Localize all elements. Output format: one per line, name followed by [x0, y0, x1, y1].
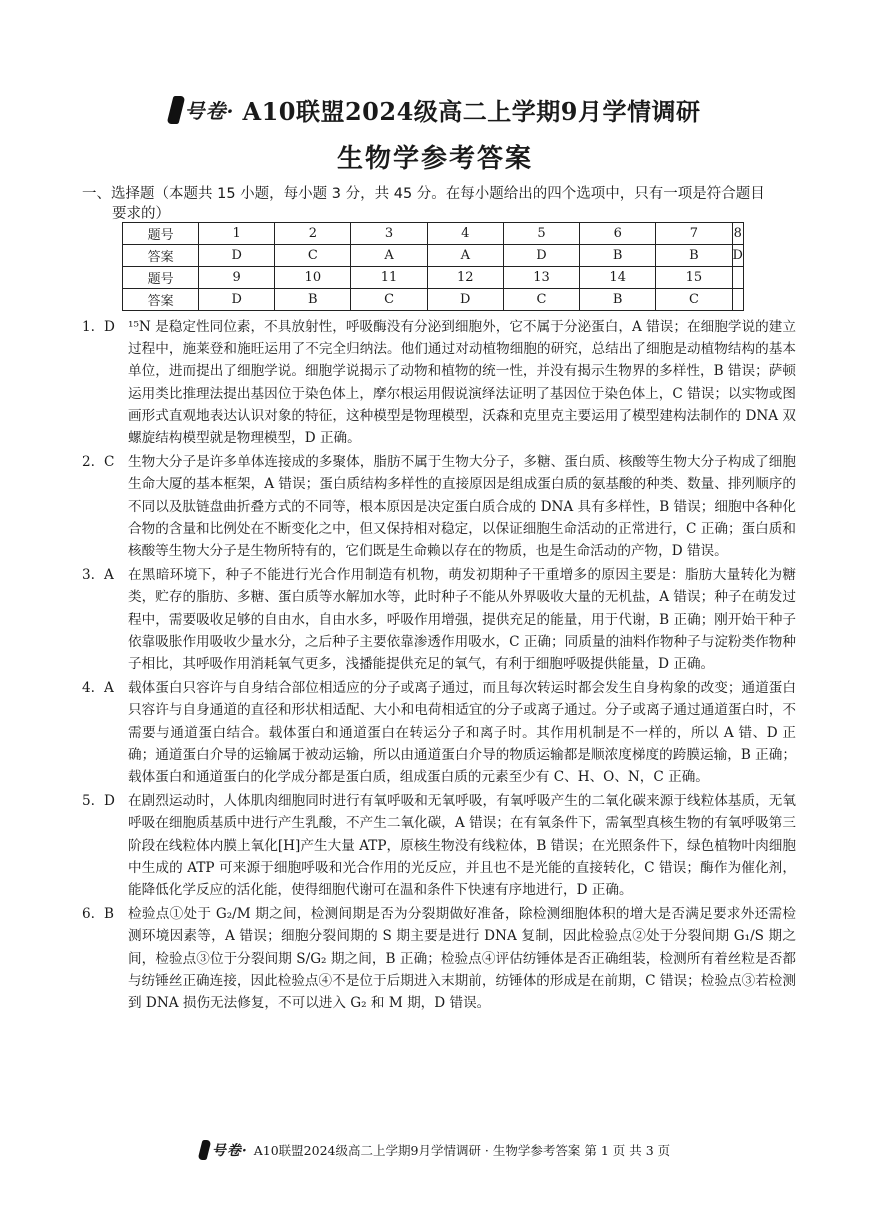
brush-stroke-icon — [197, 1140, 211, 1160]
table-cell: 13 — [503, 267, 579, 289]
table-cell: 7 — [656, 223, 732, 245]
item-explanation: 载体蛋白只容许与自身结合部位相适应的分子或离子通过，而且每次转运时都会发生自身构象的改变；通道蛋白只容许与自身通道的直径和形状相适配、大小和电荷相适宜的分子或离子通过。分子或离子通过通道蛋白时，不需要与通道蛋白结合。载体蛋白和通道蛋白在转运分子和离子时。其作用机制是不一样的，所以 A 错、D 正确；通道蛋白介导的运输属于被动运输，所以由通道蛋白介导的物质运输都是顺浓度梯度的跨膜运输，B 正确；载体蛋白和通道蛋白的化学成分都是蛋白质，组成蛋白质的元素至少有 C、H、O、N，C 正确。 — [128, 680, 796, 786]
brush-stroke-icon — [166, 96, 185, 124]
item-number: 2. — [82, 454, 95, 471]
row-label-answer: 答案 — [123, 289, 199, 311]
list-item — [82, 677, 796, 788]
table-cell: B — [275, 289, 351, 311]
item-number: 6. — [82, 906, 95, 923]
table-cell: 6 — [580, 223, 656, 245]
table-cell: B — [656, 245, 732, 267]
item-answer: A — [104, 680, 114, 697]
section-heading-line2: 要求的） — [112, 206, 170, 222]
table-cell: 3 — [351, 223, 427, 245]
brand-logo — [170, 95, 235, 124]
table-cell: D — [503, 245, 579, 267]
table-cell: C — [503, 289, 579, 311]
item-number: 4. — [82, 680, 95, 697]
table-cell: D — [199, 289, 275, 311]
item-answer: C — [104, 454, 115, 471]
item-answer: D — [104, 319, 115, 335]
list-item — [82, 790, 796, 901]
item-explanation: 检验点①处于 G₂/M 期之间，检测间期是否为分裂期做好准备，除检测细胞体积的增大是否满足要求外还需检测环境因素等，A 错误；细胞分裂间期的 S 期主要是进行 DNA 复制，因此检验点②处于分裂间期 G₁/S 期之间，检验点③位于分裂间期 S/G₂ 期之间，B 正确；检验点④评估纺锤体是否正确组装，检测所有着丝粒是否都与纺锤丝正确连接，因此检验点④不是位于后期进入末期前，纺锤体的形成是在前期，C 错误；检验点③若检测到 DNA 损伤无法修复，不可以进入 G₂ 和 M 期，D 错误。 — [128, 906, 796, 1012]
table-cell: 8 — [732, 223, 743, 245]
table-cell: 4 — [427, 223, 503, 245]
item-explanation: 在黑暗环境下，种子不能进行光合作用制造有机物，萌发初期种子干重增多的原因主要是：脂肪大量转化为糖类，贮存的脂肪、多糖、蛋白质等水解加水等，此时种子不能从外界吸收大量的无机盐，A 错误；种子在萌发过程中，需要吸收足够的自由水，自由水多，呼吸作用增强，提供充足的能量，用于代谢，B 正确；刚开始干种子依靠吸胀作用吸收少量水分，之后种子主要依靠渗透作用吸水，C 正确；同质量的油料作物种子与淀粉类作物种子相比，其呼吸作用消耗氧气更多，浅播能提供充足的氧气，有利于细胞呼吸提供能量，D 正确。 — [128, 567, 796, 673]
row-label-answer: 答案 — [123, 245, 199, 267]
table-cell — [732, 289, 743, 311]
table-cell: 11 — [351, 267, 427, 289]
table-cell: D — [732, 245, 743, 267]
table-cell: 2 — [275, 223, 351, 245]
list-item — [82, 903, 796, 1014]
table-cell: 1 — [199, 223, 275, 245]
table-cell: C — [351, 289, 427, 311]
explanation-list — [82, 316, 796, 1016]
footer-brand-logo — [200, 1140, 248, 1160]
item-explanation: ¹⁵N 是稳定性同位素，不具放射性，呼吸酶没有分泌到细胞外，它不属于分泌蛋白，A 错误；在细胞学说的建立过程中，施莱登和施旺运用了不完全归纳法。他们通过对动植物细胞的研究，总结出了细胞是动植物结构的基本单位，进而提出了细胞学说。细胞学说揭示了动物和植物的统一性，并没有揭示生物界的多样性，B 错误；萨顿运用类比推理法提出基因位于染色体上，摩尔根运用假说演绎法证明了基因位于染色体上，C 错误；以实物或图画形式直观地表达认识对象的特征，这种模型是物理模型，沃森和克里克主要运用了模型建构法制作的 DNA 双螺旋结构模型就是物理模型，D 正确。 — [128, 319, 796, 447]
table-cell: A — [427, 245, 503, 267]
table-cell: D — [199, 245, 275, 267]
page-subtitle: 生物学参考答案 — [336, 144, 533, 174]
footer-text: A10联盟2024级高二上学期9月学情调研 · 生物学参考答案 第 1 页 共 3 页 — [253, 1143, 671, 1158]
table-cell: C — [275, 245, 351, 267]
list-item — [82, 316, 796, 449]
table-cell: A — [351, 245, 427, 267]
table-cell: 15 — [656, 267, 732, 289]
table-row — [123, 245, 744, 267]
section-heading-line1: 一、选择题（本题共 15 小题，每小题 3 分，共 45 分。在每小题给出的四个选项中，只有一项是符合题目 — [82, 186, 765, 202]
row-label-question: 题号 — [123, 223, 199, 245]
table-cell: B — [580, 245, 656, 267]
brand-text: 号卷· — [184, 99, 235, 123]
list-item — [82, 451, 796, 562]
page-title: A10联盟2024级高二上学期9月学情调研 — [242, 97, 701, 126]
table-cell: B — [580, 289, 656, 311]
item-explanation: 生物大分子是许多单体连接成的多聚体，脂肪不属于生物大分子，多糖、蛋白质、核酸等生物大分子构成了细胞生命大厦的基本框架，A 错误；蛋白质结构多样性的直接原因是组成蛋白质的氨基酸的种类、数量、排列顺序的不同以及肽链盘曲折叠方式的不同等，根本原因是决定蛋白质合成的 DNA 具有多样性，B 错误；细胞中各种化合物的含量和比例处在不断变化之中，但又保持相对稳定，以保证细胞生命活动的正常进行，C 正确；蛋白质和核酸等生物大分子是生物所特有的，它们既是生命赖以存在的物质，也是生命活动的产物，D 错误。 — [128, 454, 796, 560]
table-cell: 12 — [427, 267, 503, 289]
row-label-question: 题号 — [123, 267, 199, 289]
item-answer: A — [104, 567, 114, 584]
table-cell: 5 — [503, 223, 579, 245]
table-row — [123, 223, 744, 245]
table-cell: 14 — [580, 267, 656, 289]
table-cell — [732, 267, 743, 289]
item-number: 1. — [82, 319, 95, 335]
table-cell: 10 — [275, 267, 351, 289]
item-answer: D — [104, 793, 115, 810]
page-footer — [0, 1140, 870, 1160]
item-number: 3. — [82, 567, 95, 584]
table-row — [123, 267, 744, 289]
item-explanation: 在剧烈运动时，人体肌肉细胞同时进行有氧呼吸和无氧呼吸，有氧呼吸产生的二氧化碳来源于线粒体基质，无氧呼吸在细胞质基质中进行产生乳酸，不产生二氧化碳，A 错误；在有氧条件下，需氧型真核生物的有氧呼吸第三阶段在线粒体内膜上氧化[H]产生大量 ATP，原核生物没有线粒体，B 错误；在光照条件下，绿色植物叶肉细胞中生成的 ATP 可来源于细胞呼吸和光合作用的光反应，并且也不是光能的直接转化，C 错误；酶作为催化剂，能降低化学反应的活化能，使得细胞代谢可在温和条件下快速有序地进行，D 正确。 — [128, 793, 796, 899]
answer-table — [122, 222, 744, 311]
item-answer: B — [104, 906, 114, 923]
table-cell: D — [427, 289, 503, 311]
table-cell: C — [656, 289, 732, 311]
item-number: 5. — [82, 793, 95, 810]
section-heading — [82, 184, 802, 224]
table-row — [123, 289, 744, 311]
title-row — [0, 92, 870, 127]
table-cell: 9 — [199, 267, 275, 289]
list-item — [82, 564, 796, 675]
footer-brand-text: 号卷· — [211, 1143, 248, 1159]
